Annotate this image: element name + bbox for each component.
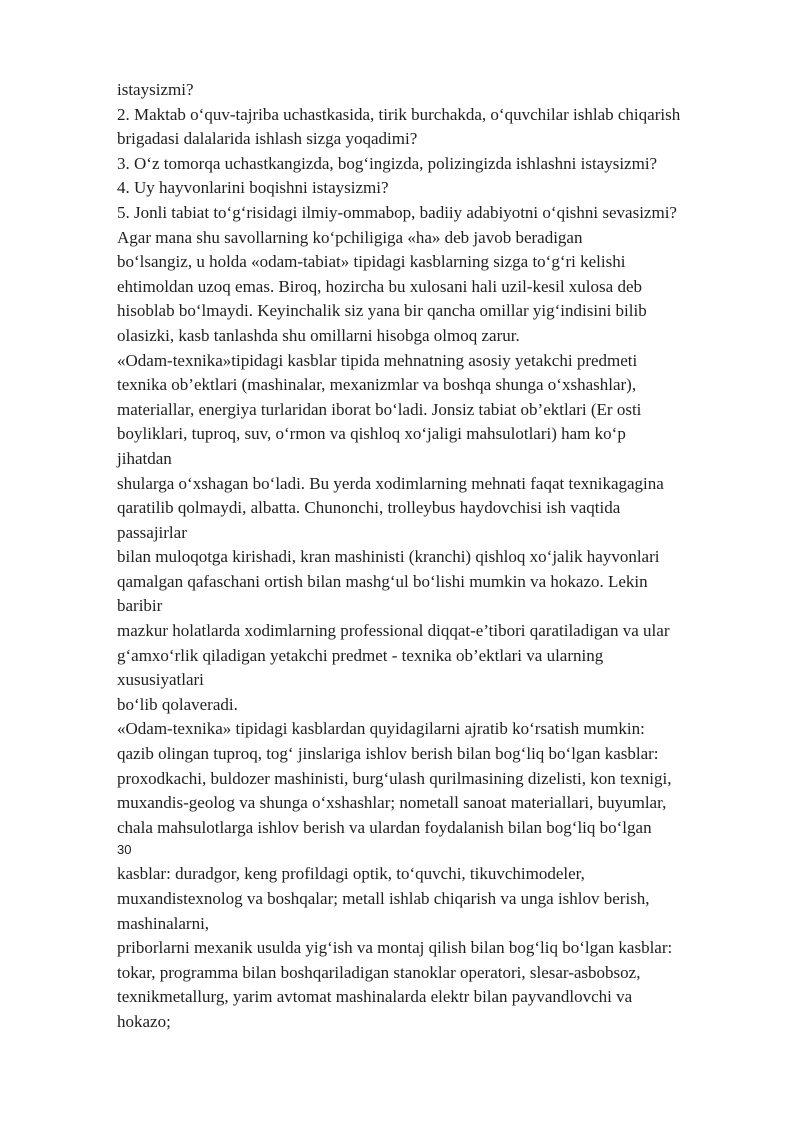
text-line: shularga o‘xshagan bo‘ladi. Bu yerda xodimlarning mehnati faqat texnikagagina <box>117 473 664 493</box>
text-line: qamalgan qafaschani ortish bilan mashg‘ul bo‘lishi mumkin va hokazo. Lekin <box>117 571 648 591</box>
text-line: bilan muloqotga kirishadi, kran mashinisti (kranchi) qishloq xo‘jalik hayvonlari <box>117 547 660 567</box>
text-line: kasblar: duradgor, keng profildagi optik, to‘quvchi, tikuvchimodeler, <box>117 864 585 884</box>
text-line: qaratilib qolmaydi, albatta. Chunonchi, trolleybus haydovchisi ish vaqtida <box>117 498 621 518</box>
text-line: jihatdan <box>117 448 172 468</box>
text-line: muxandis-geolog va shunga o‘xshashlar; nometall sanoat materiallari, buyumlar, <box>117 793 667 813</box>
text-line: olasizki, kasb tanlashda shu omillarni hisobga olmoq zarur. <box>117 325 520 345</box>
document-page <box>117 78 757 1035</box>
text-line: muxandistexnolog va boshqalar; metall ishlab chiqarish va unga ishlov berish, <box>117 889 650 908</box>
text-line: passajirlar <box>117 522 187 542</box>
text-block-lower <box>117 862 757 1034</box>
text-line: materiallar, energiya turlaridan iborat bo‘ladi. Jonsiz tabiat ob’ektlari (Er osti <box>117 399 642 419</box>
text-line: 5. Jonli tabiat to‘g‘risidagi ilmiy-ommabop, badiiy adabiyotni o‘qishni sevasizmi? <box>117 202 677 222</box>
text-line: bo‘lib qolaveradi. <box>117 694 238 714</box>
page-number: 30 <box>117 842 132 858</box>
text-line: qazib olingan tuproq, tog‘ jinslariga ishlov berish bilan bog‘liq bo‘lgan kasblar: <box>117 744 659 764</box>
text-line: g‘amxo‘rlik qiladigan yetakchi predmet - texnika ob’ektlari va ularning <box>117 645 604 665</box>
text-line: mashinalarni, <box>117 913 210 933</box>
text-line: proxodkachi, buldozer mashinisti, burg‘ulash qurilmasining dizelisti, kon texnigi, <box>117 768 672 788</box>
text-line: texnika ob’ektlari (mashinalar, mexanizmlar va boshqa shunga o‘xshashlar), <box>117 375 637 395</box>
text-line: hisoblab bo‘lmaydi. Keyinchalik siz yana bir qancha omillar yig‘indisini bilib <box>117 301 647 321</box>
text-line: 3. O‘z tomorqa uchastkangizda, bog‘ingizda, polizingizda ishlashni istaysizmi? <box>117 153 658 173</box>
text-line: istaysizmi? <box>117 80 194 99</box>
text-line: Agar mana shu savollarning ko‘pchiligiga «ha» deb javob beradigan <box>117 227 583 247</box>
text-line: hokazo; <box>117 1011 171 1031</box>
text-line: baribir <box>117 596 163 616</box>
text-line: 4. Uy hayvonlarini boqishni istaysizmi? <box>117 178 389 198</box>
text-line: ehtimoldan uzoq emas. Biroq, hozircha bu xulosani hali uzil-kesil xulosa deb <box>117 276 642 296</box>
text-line: texnikmetallurg, yarim avtomat mashinalarda elektr bilan payvandlovchi va <box>117 987 633 1007</box>
text-line: xususiyatlari <box>117 670 204 690</box>
text-line: bo‘lsangiz, u holda «odam-tabiat» tipidagi kasblarning sizga to‘g‘ri kelishi <box>117 252 626 272</box>
text-line: mazkur holatlarda xodimlarning professional diqqat-e’tibori qaratiladigan va ular <box>117 621 670 641</box>
text-line: tokar, programma bilan boshqariladigan stanoklar operatori, slesar-asbobsoz, <box>117 962 641 982</box>
text-line: priborlarni mexanik usulda yig‘ish va montaj qilish bilan bog‘liq bo‘lgan kasblar: <box>117 938 673 958</box>
text-line: «Odam-texnika»tipidagi kasblar tipida mehnatning asosiy yetakchi predmeti <box>117 350 638 370</box>
text-line: chala mahsulotlarga ishlov berish va ulardan foydalanish bilan bog‘liq bo‘lgan <box>117 817 652 837</box>
text-line: boyliklari, tuproq, suv, o‘rmon va qishloq xo‘jaligi mahsulotlari) ham ko‘p <box>117 424 626 444</box>
text-line: «Odam-texnika» tipidagi kasblardan quyidagilarni ajratib ko‘rsatish mumkin: <box>117 719 645 739</box>
text-line: brigadasi dalalarida ishlash sizga yoqadimi? <box>117 129 418 149</box>
text-block-upper <box>117 78 757 840</box>
text-line: 2. Maktab o‘quv-tajriba uchastkasida, tirik burchakda, o‘quvchilar ishlab chiqarish <box>117 104 681 124</box>
